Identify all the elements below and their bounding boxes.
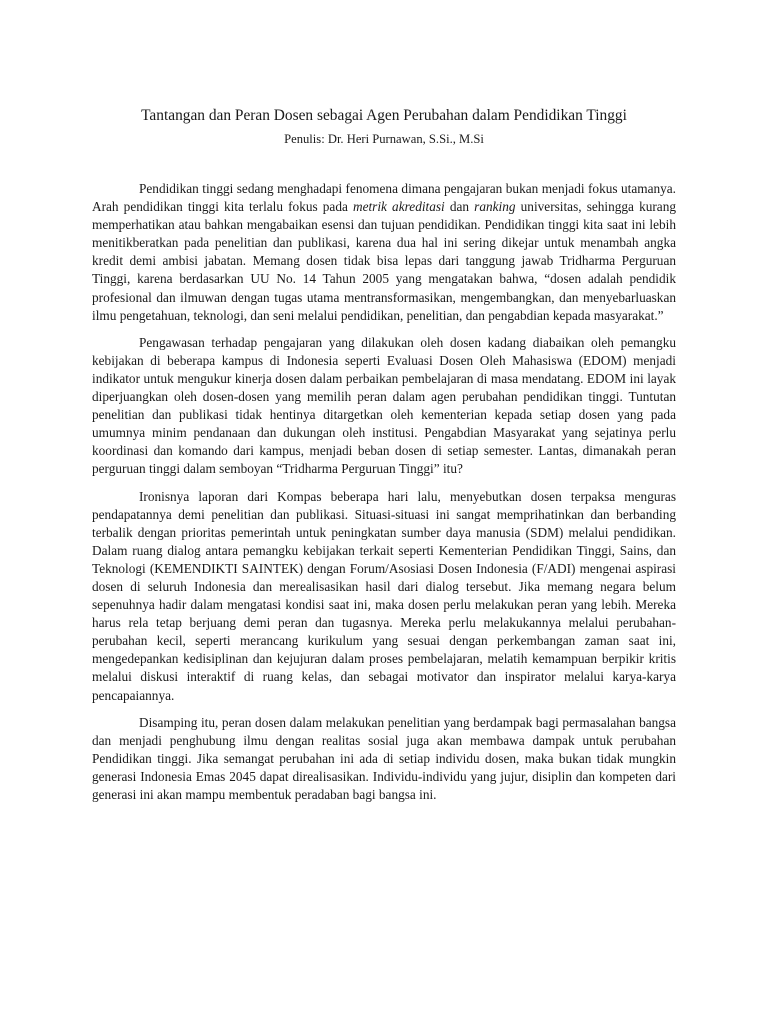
paragraph-text: Ironisnya laporan dari Kompas beberapa hari lalu, menyebutkan dosen terpaksa menguras pendapatannya demi penelitian dan publikasi. Situasi-situasi ini sangat memprihatinkan dan berbanding terbalik dengan prioritas pemerintah untuk peningkatan sumber daya manusia (SDM) melalui pendidikan. Dalam ruang dialog antara pemangku kebijakan terkait seperti Kementerian Pendidikan Tinggi, Sains, dan Teknologi (KEMENDIKTI SAINTEK) dengan Forum/Asosiasi Dosen Indonesia (F/ADI) mengenai aspirasi dosen di seluruh Indonesia dan merealisasikan hasil dari dialog tersebut. Jika memang negara belum sepenuhnya hadir dalam mengatasi kondisi saat ini, maka dosen perlu melakukan peran yang lebih. Mereka harus rela tetap berjuang demi peran dan tugasnya. Mereka perlu melakukannya melalui perubahan-perubahan kecil, seperti merancang kurikulum yang sesuai dengan perkembangan zaman saat ini, mengedepankan kedisiplinan dan kejujuran dalam proses pembelajaran, melatih kemampuan berpikir kritis melalui diskusi interaktif di ruang kelas, dan sebagai motivator dan inspirator melalui karya-karya pencapaiannya. [92, 488, 676, 703]
paragraph-text: dan [444, 199, 475, 215]
document-body [92, 180, 676, 804]
paragraph-4 [92, 714, 676, 804]
document-title: Tantangan dan Peran Dosen sebagai Agen Perubahan dalam Pendidikan Tinggi [141, 107, 627, 124]
paragraph-text: Pengawasan terhadap pengajaran yang dilakukan oleh dosen kadang diabaikan oleh pemangku kebijakan di beberapa kampus di Indonesia seperti Evaluasi Dosen Oleh Mahasiswa (EDOM) menjadi indikator untuk mengukur kinerja dosen dalam perbaikan pembelajaran di masa mendatang. EDOM ini layak diperjuangkan oleh dosen-dosen yang memilih peran dalam agen perubahan pendidikan tinggi. Tuntutan penelitian dan publikasi tidak hentinya ditargetkan oleh kementerian kepada setiap dosen yang pada umumnya minim pendanaan dan dukungan oleh institusi. Pengabdian Masyarakat yang sejatinya perlu koordinasi dan komando dari kampus, menjadi beban dosen di setiap semester. Lantas, dimanakah peran perguruan tinggi dalam semboyan “Tridharma Perguruan Tinggi” itu? [92, 334, 676, 477]
paragraph-2 [92, 334, 676, 479]
paragraph-text: Pendidikan tinggi sedang menghadapi fenomena dimana pengajaran bukan menjadi fokus utamanya. Arah pendidikan tinggi kita terlalu fokus pada [92, 181, 676, 215]
document-author: Penulis: Dr. Heri Purnawan, S.Si., M.Si [284, 132, 484, 146]
italic-term: ranking [474, 199, 516, 215]
italic-term: metrik akreditasi [352, 199, 445, 215]
paragraph-text: universitas, sehingga kurang memperhatikan atau bahkan mengabaikan esensi dan tujuan pendidikan. Pendidikan tinggi kita saat ini lebih menitikberatkan pada penelitian dan publikasi, karena dua hal ini sering dikejar untuk menambah angka kredit demi ambisi jabatan. Memang dosen tidak bisa lepas dari tanggung jawab Tridharma Perguruan Tinggi, karena berdasarkan UU No. 14 Tahun 2005 yang mengatakan bahwa, “dosen adalah pendidik profesional dan ilmuwan dengan tugas utama mentransformasikan, mengembangkan, dan menyebarluaskan ilmu pengetahuan, teknologi, dan seni melalui pendidikan, penelitian, dan pengabdian kepada masyarakat.” [92, 199, 676, 323]
paragraph-1 [92, 180, 676, 325]
paragraph-3 [92, 488, 676, 705]
paragraph-text: Disamping itu, peran dosen dalam melakukan penelitian yang berdampak bagi permasalahan bangsa dan menjadi penghubung ilmu dengan realitas sosial juga akan membawa dampak untuk perubahan Pendidikan tinggi. Jika semangat perubahan ini ada di setiap individu dosen, maka bukan tidak mungkin generasi Indonesia Emas 2045 dapat direalisasikan. Individu-individu yang jujur, disiplin dan kompeten dari generasi ini akan mampu membentuk peradaban bagi bangsa ini. [92, 714, 676, 802]
